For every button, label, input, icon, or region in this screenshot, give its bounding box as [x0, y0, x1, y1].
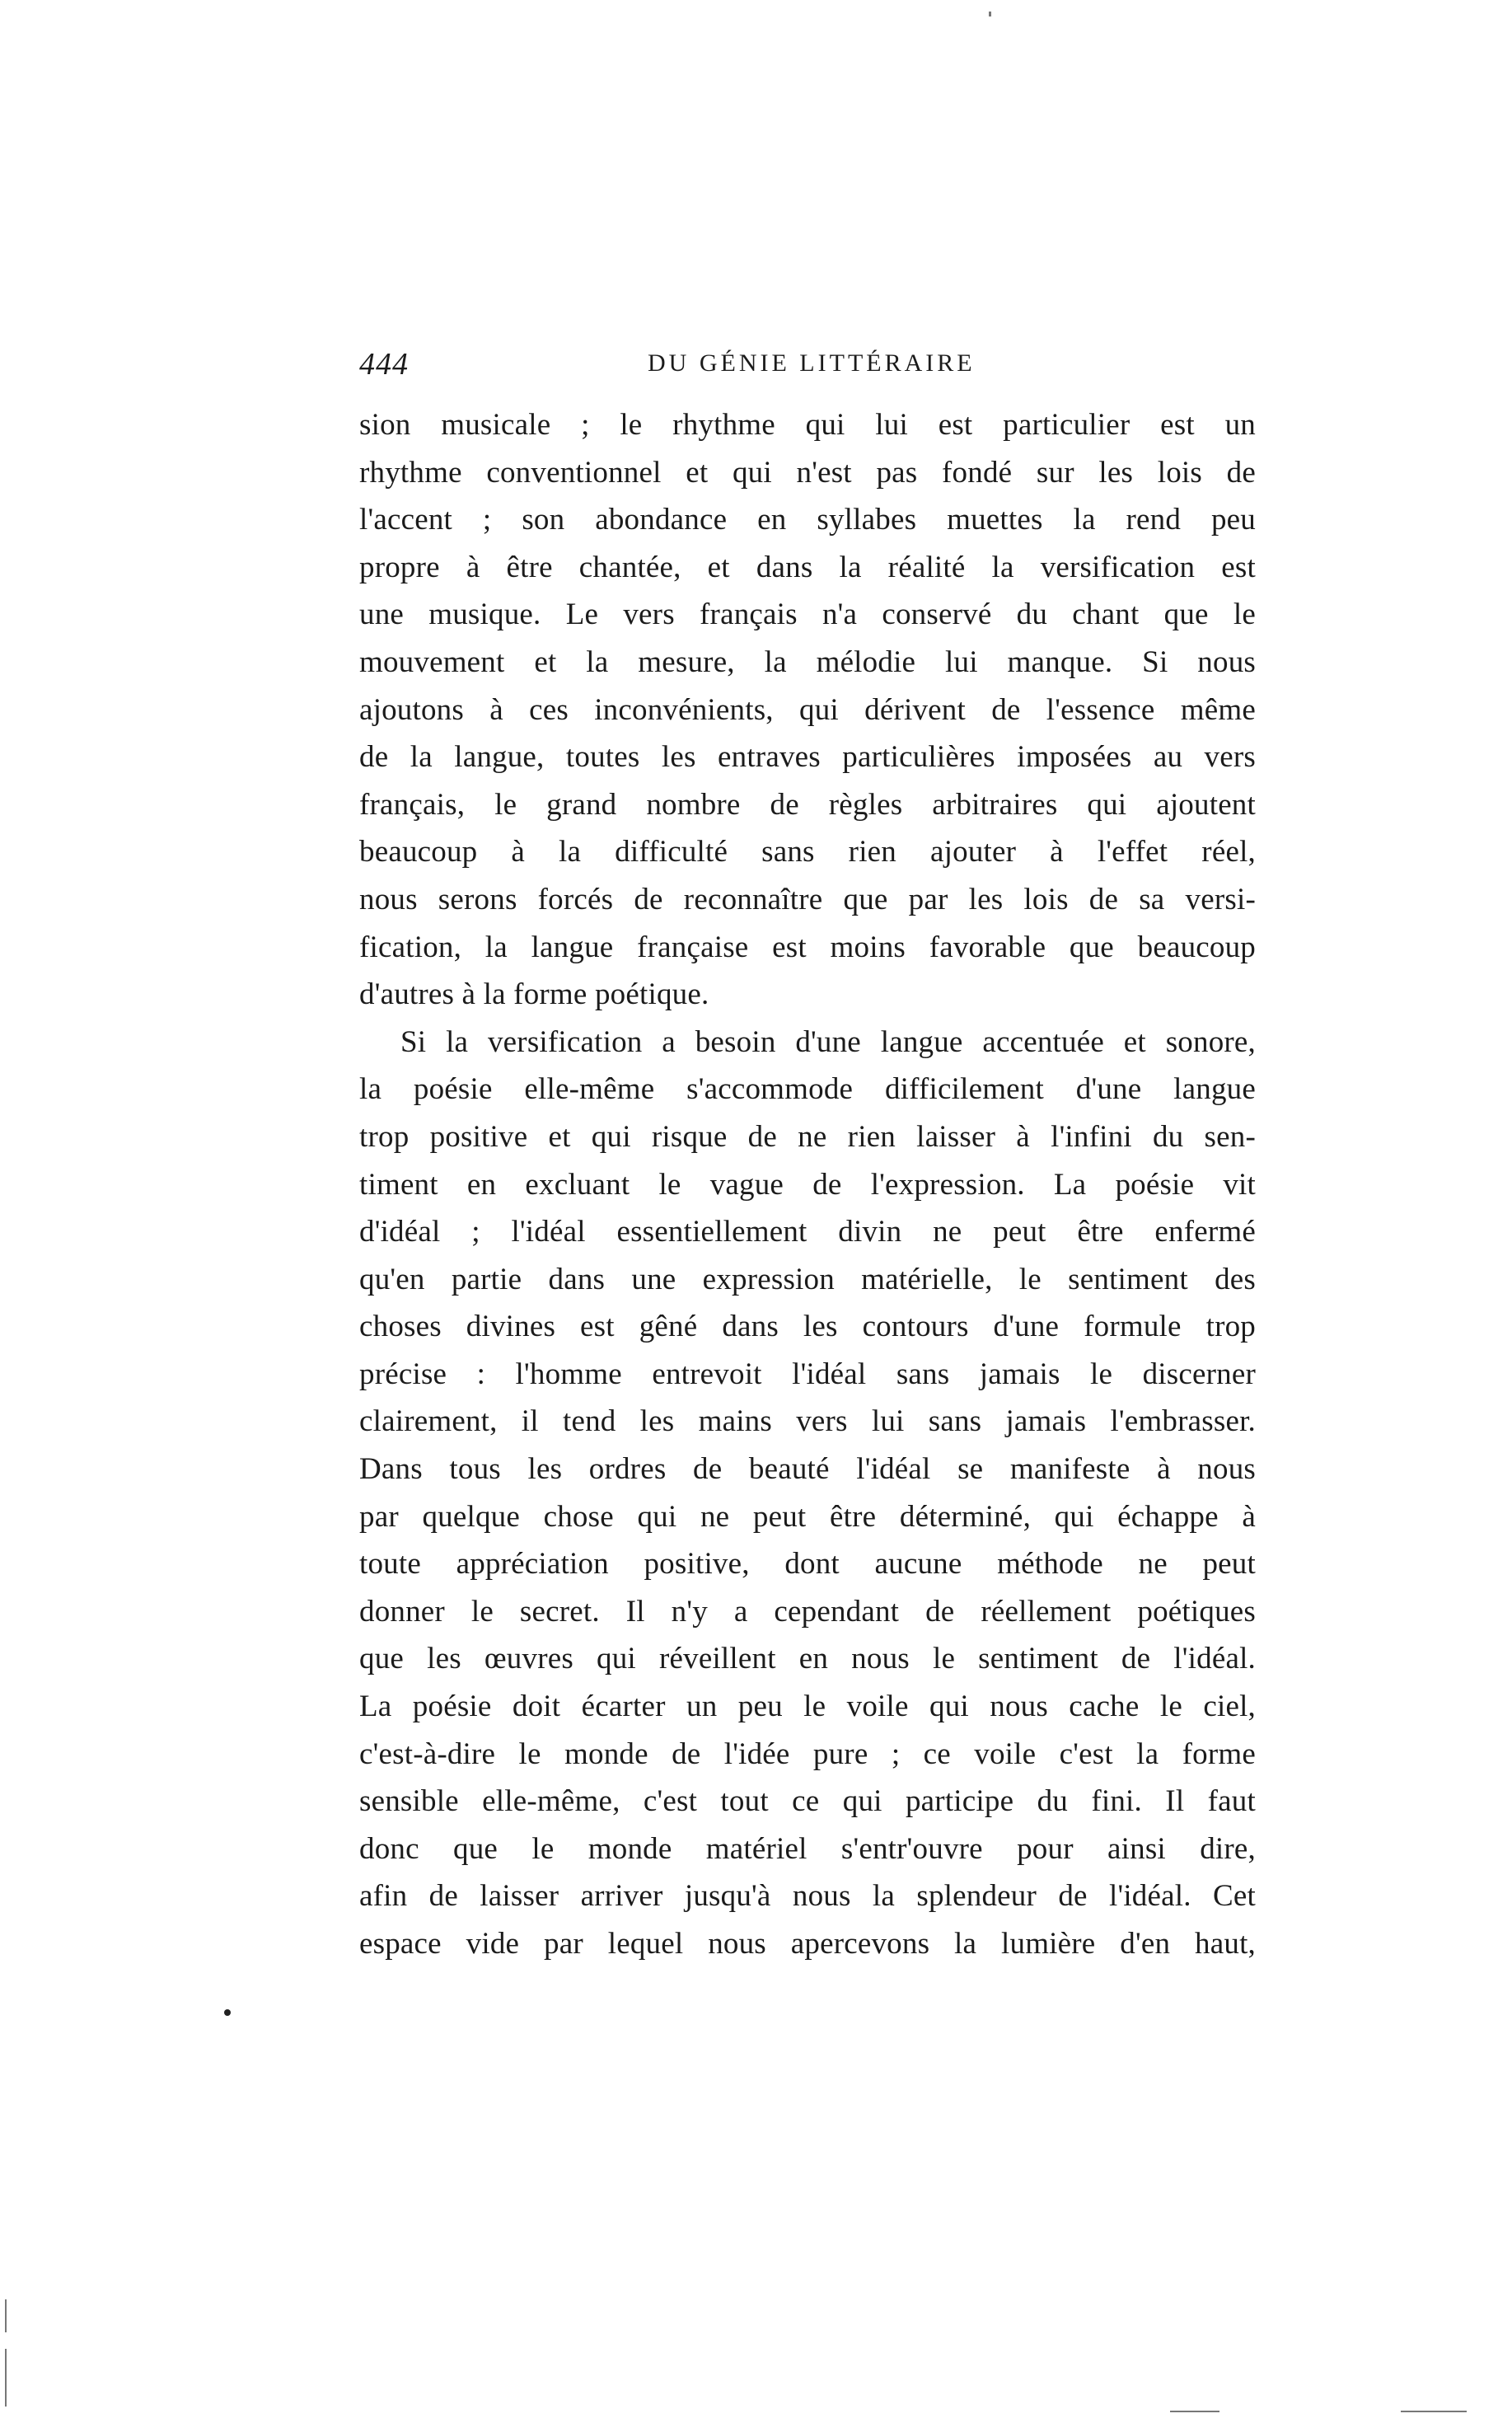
text-line: espace vide par lequel nous apercevons la lumière d'en haut,: [359, 1927, 1256, 1961]
text-line: d'idéal ; l'idéal essentiellement divin ne peut être enfermé: [359, 1215, 1256, 1249]
text-line: afin de laisser arriver jusqu'à nous la splendeur de l'idéal. Cet: [359, 1879, 1256, 1914]
text-line: nous serons forcés de reconnaître que par les lois de sa versi-: [359, 882, 1256, 916]
text-line: trop positive et qui risque de ne rien laisser à l'infini du sen-: [359, 1119, 1256, 1154]
running-title: DU GÉNIE LITTÉRAIRE: [648, 349, 976, 377]
text-line: précise : l'homme entrevoit l'idéal sans jamais le discerner: [359, 1357, 1256, 1391]
text-line: propre à être chantée, et dans la réalité la versification est: [359, 550, 1256, 584]
text-line: clairement, il tend les mains vers lui sans jamais l'embrasser.: [359, 1404, 1256, 1439]
text-line: rhythme conventionnel et qui n'est pas fondé sur les lois de: [359, 455, 1256, 490]
text-line: toute appréciation positive, dont aucune méthode ne peut: [359, 1547, 1256, 1582]
ink-dot: [224, 2009, 231, 2016]
paragraph-start-line: Si la versification a besoin d'une langue accentuée et sonore,: [400, 1024, 1256, 1059]
scan-speck: [1170, 2411, 1219, 2412]
text-line: l'accent ; son abondance en syllabes muettes la rend peu: [359, 503, 1256, 537]
text-line: La poésie doit écarter un peu le voile qui nous cache le ciel,: [359, 1690, 1256, 1724]
text-line: par quelque chose qui ne peut être déterminé, qui échappe à: [359, 1499, 1256, 1534]
paragraph-end-line: d'autres à la forme poétique.: [359, 977, 709, 1012]
text-line: une musique. Le vers français n'a conservé du chant que le: [359, 598, 1256, 632]
body-text: [359, 401, 1256, 1975]
text-line: donner le secret. Il n'y a cependant de réellement poétiques: [359, 1594, 1256, 1629]
text-line: timent en excluant le vague de l'expression. La poésie vit: [359, 1167, 1256, 1202]
text-line: sion musicale ; le rhythme qui lui est particulier est un: [359, 408, 1256, 442]
text-line: fication, la langue française est moins favorable que beaucoup: [359, 930, 1256, 964]
scan-edge-mark: [5, 2299, 7, 2332]
text-line: donc que le monde matériel s'entr'ouvre pour ainsi dire,: [359, 1831, 1256, 1866]
text-line: choses divines est gêné dans les contours d'une formule trop: [359, 1310, 1256, 1344]
scan-edge-mark: [5, 2349, 7, 2407]
page-header: [359, 346, 1256, 391]
scan-speck: [989, 12, 991, 16]
text-line: de la langue, toutes les entraves particulières imposées au vers: [359, 740, 1256, 775]
text-line: que les œuvres qui réveillent en nous le sentiment de l'idéal.: [359, 1642, 1256, 1676]
text-line: sensible elle-même, c'est tout ce qui participe du fini. Il faut: [359, 1784, 1256, 1819]
text-line: français, le grand nombre de règles arbitraires qui ajoutent: [359, 787, 1256, 822]
text-line: mouvement et la mesure, la mélodie lui manque. Si nous: [359, 644, 1256, 679]
text-line: la poésie elle-même s'accommode difficilement d'une langue: [359, 1072, 1256, 1107]
text-line: beaucoup à la difficulté sans rien ajouter à l'effet réel,: [359, 835, 1256, 869]
text-line: Dans tous les ordres de beauté l'idéal se manifeste à nous: [359, 1452, 1256, 1487]
page-number: 444: [359, 347, 409, 382]
text-line: ajoutons à ces inconvénients, qui dérivent de l'essence même: [359, 692, 1256, 727]
text-line: c'est-à-dire le monde de l'idée pure ; ce voile c'est la forme: [359, 1736, 1256, 1771]
scan-speck: [1401, 2411, 1467, 2412]
text-line: qu'en partie dans une expression matérielle, le sentiment des: [359, 1262, 1256, 1296]
